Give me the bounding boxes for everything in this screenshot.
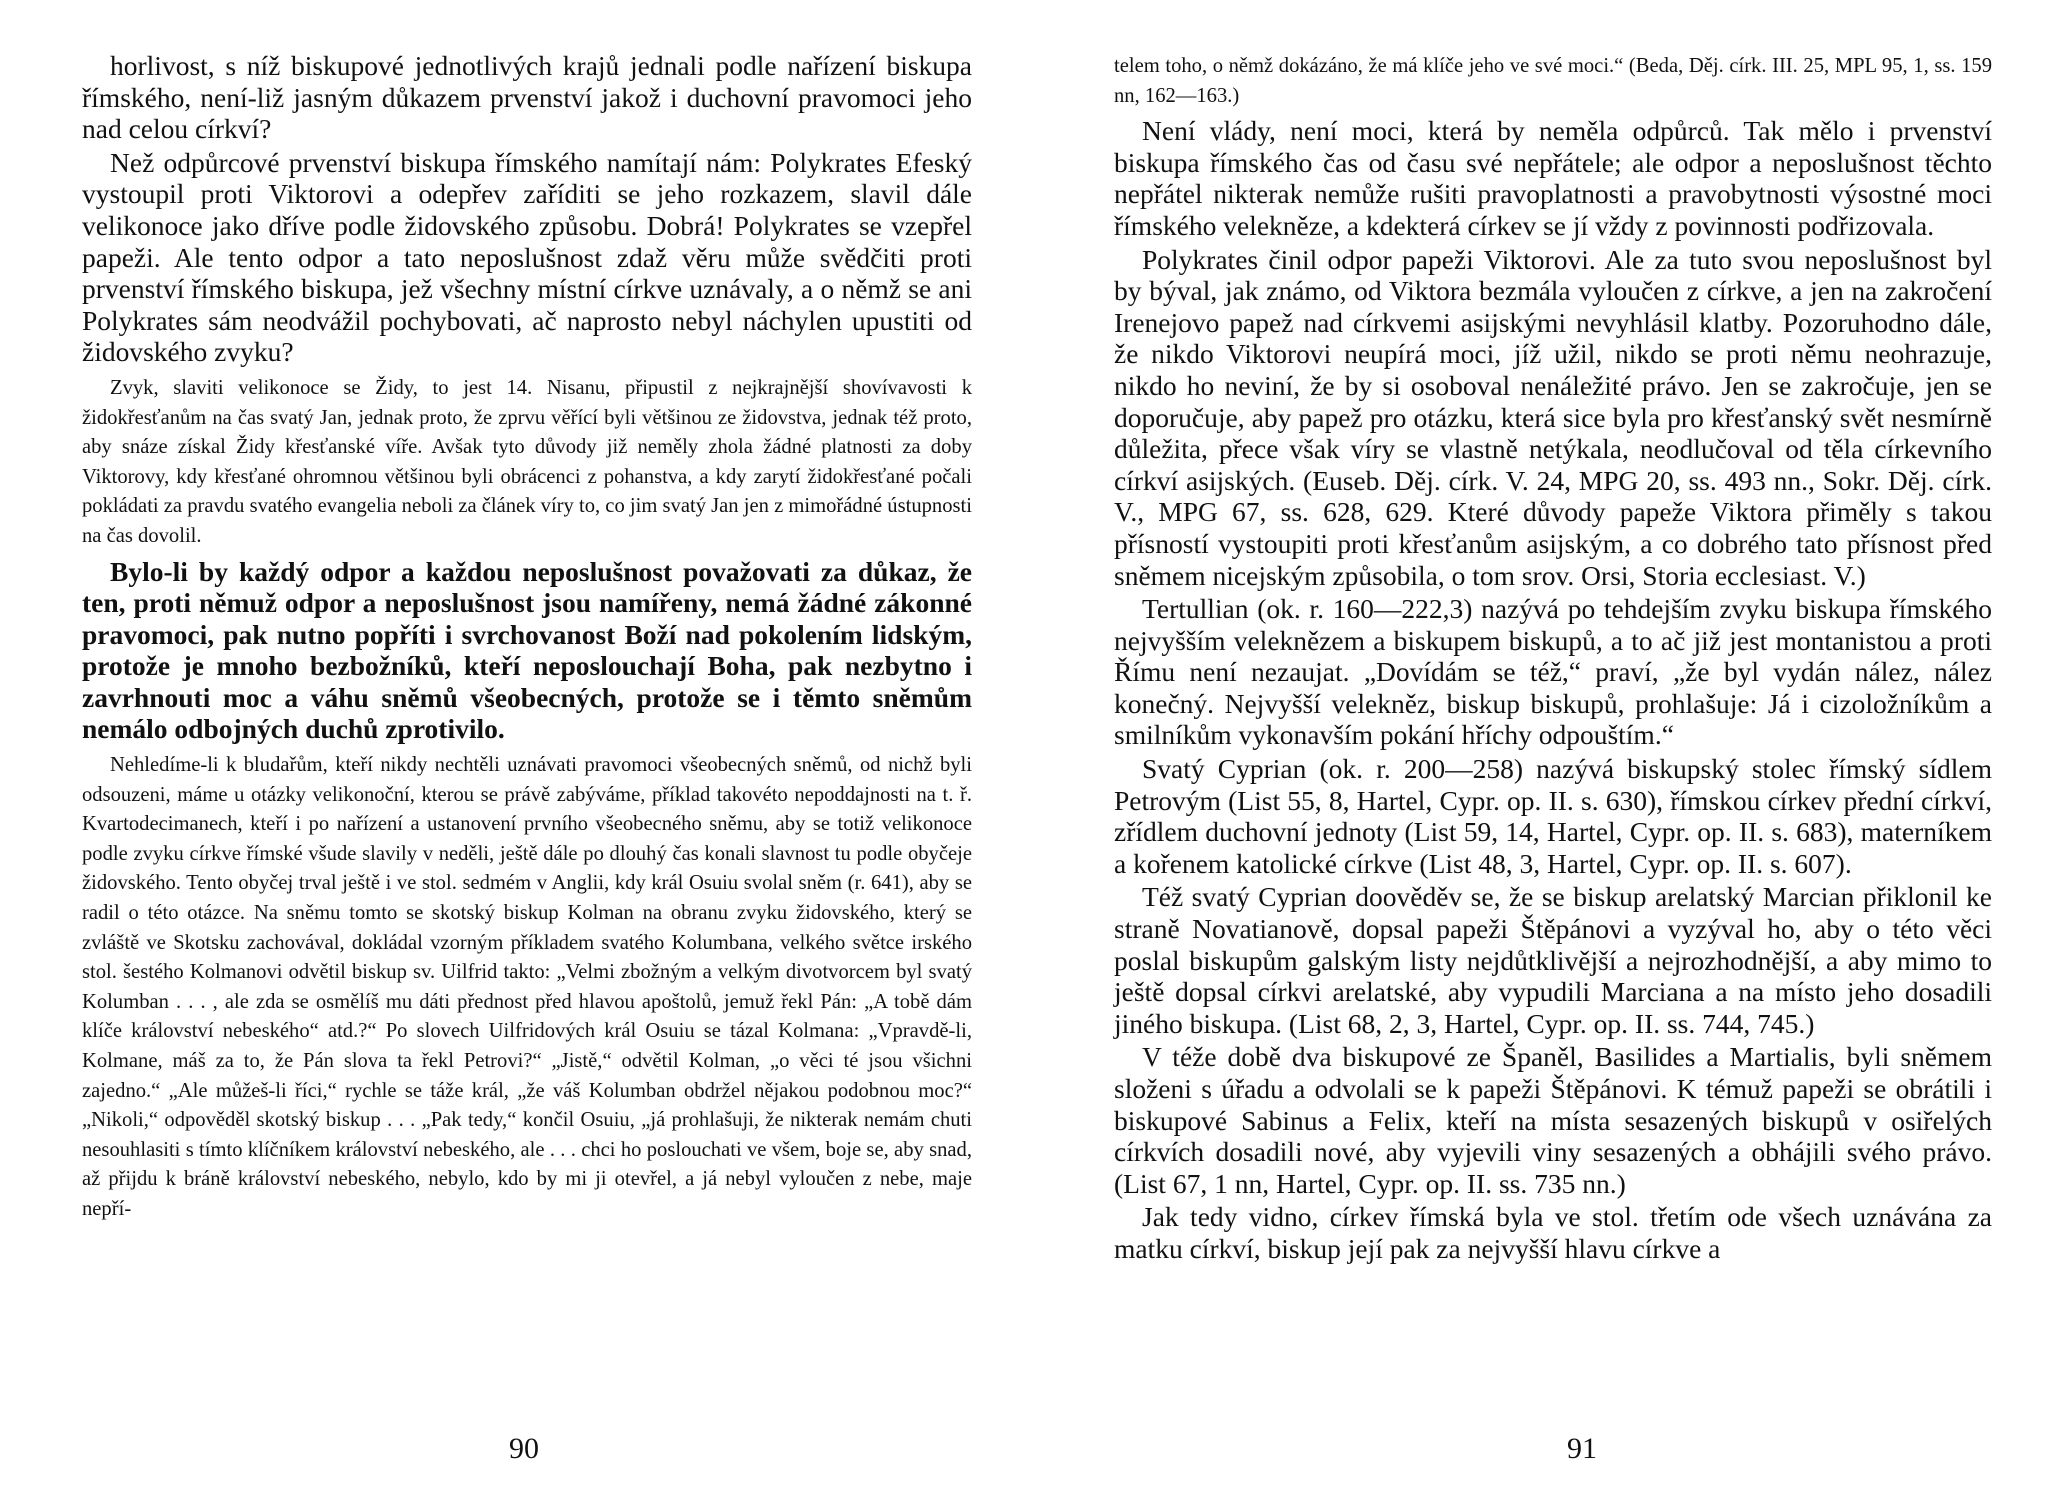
paragraph: Svatý Cyprian (ok. r. 200—258) nazývá biskupský stolec římský sídlem Petrovým (List 55, 8, Hartel, Cypr. op. II. s. 630), římskou církev přední církví, zřídlem duchovní jednoty (List 59, 14, Hartel, Cypr. op. II. s. 683), materníkem a kořenem katolické církve (List 48, 3, Hartel, Cypr. op. II. s. 607). [1114, 753, 1992, 879]
page-number: 91 [1567, 1432, 1597, 1465]
paragraph: Není vlády, není moci, která by neměla odpůrců. Tak mělo i prvenství biskupa římského čas od času své nepřátele; ale odpor a neposlušnost těchto nepřátel nikterak nemůže rušiti pravoplatnosti a pravobytnosti výsostné moci římského velekněze, a kdekterá církev se jí vždy z povinnosti podřizovala. [1114, 115, 1992, 241]
paragraph: horlivost, s níž biskupové jednotlivých krajů jednali podle nařízení biskupa římského, není-liž jasným důkazem prvenství jakož i duchovní pravomoci jeho nad celou církví? [82, 50, 972, 145]
right-page [1036, 0, 2072, 1500]
paragraph: Tertullian (ok. r. 160—222,3) nazývá po tehdejším zvyku biskupa římského nejvyšším veleknězem a biskupem biskupů, a to ač již jest montanistou a proti Římu není nezaujat. „Dovídám se též,“ praví, „že byl vydán nález, nález konečný. Nejvyšší velekněz, biskup biskupů, prohlašuje: Já i cizoložníkům a smilníkům vykonavším pokání hříchy odpouštím.“ [1114, 593, 1992, 751]
bold-paragraph: Bylo-li by každý odpor a každou neposlušnost považovati za důkaz, že ten, proti němuž odpor a neposlušnost jsou namířeny, nemá žádné zákonné pravomoci, pak nutno popříti i svrchovanost Boží nad pokolením lidským, protože je mnoho bezbožníků, kteří neposlouchají Boha, pak nezbytno i zavrhnouti moc a váhu sněmů všeobecných, protože se i těmto sněmům nemálo odbojných duchů zprotivilo. [82, 555, 972, 745]
paragraph: Též svatý Cyprian doověděv se, že se biskup arelatský Marcian přiklonil ke straně Novatianově, dopsal papeži Štěpánovi a vyzýval ho, aby o této věci poslal biskupům galským listy nejdůtklivější a nejrozhodnější, a aby mimo to ještě dopsal církvi arelatské, aby vypudili Marciana a na místo jeho dosadili jiného biskupa. (List 68, 2, 3, Hartel, Cypr. op. II. ss. 744, 745.) [1114, 881, 1992, 1039]
right-page-text [1114, 52, 1992, 1265]
footnote-paragraph: Nehledíme-li k bludařům, kteří nikdy nechtěli uznávati pravomoci všeobecných sněmů, od nichž byli odsouzeni, máme u otázky velikonoční, kterou se právě zabýváme, příklad takovéto nepoddajnosti na t. ř. Kvartodecimanech, kteří i po nařízení a ustanovení prvního všeobecného sněmu, aby se totiž velikonoce podle zvyku církve římské všude slavily v neděli, ještě dále po dlouhý čas konali slavnost tu podle obyčeje židovského. Tento obyčej trval ještě i ve stol. sedmém v Anglii, kdy král Osuiu svolal sněm (r. 641), aby se radil o této otázce. Na sněmu tomto se skotský biskup Kolman na obranu zvyku židovského, který se zvláště ve Skotsku zachovával, dokládal vzorným příkladem svatého Kolumbana, velkého světce irského stol. šestého Kolmanovi odvětil biskup sv. Uilfrid takto: „Velmi zbožným a velkým divotvorcem byl svatý Kolumban . . . , ale zda se osmělíš mu dáti přednost před hlavou apoštolů, jemuž řekl Pán: „A tobě dám klíče království nebeského“ atd.?“ Po slovech Uilfridových král Osuiu se tázal Kolmana: „Vpravdě-li, Kolmane, máš za to, že Pán slova ta řekl Petrovi?“ „Jistě,“ odvětil Kolman, „o věci té jsou všichni zajedno.“ „Ale můžeš-li říci,“ rychle se táže král, „že váš Kolumban obdržel nějakou podobnou moc?“ „Nikoli,“ odpověděl skotský biskup . . . „Pak tedy,“ končil Osuiu, „já prohlašuji, že nikterak nemám chuti nesouhlasiti s tímto klíčníkem království nebeského, ale . . . chci ho poslouchati ve všem, boje se, aby snad, až přijdu k bráně království nebeského, nebylo, kdo by mi ji otevřel, a já nebyl vyloučen z nebe, maje nepří- [82, 754, 972, 1220]
page-number: 90 [509, 1432, 539, 1465]
footnote-continuation: telem toho, o němž dokázáno, že má klíče jeho ve své moci.“ (Beda, Děj. círk. III. 25, MPL 95, 1, ss. 159 nn, 162—163.) [1114, 55, 1992, 107]
paragraph: Jak tedy vidno, církev římská byla ve stol. třetím ode všech uznávána za matku církví, biskup její pak za nejvyšší hlavu církve a [1114, 1201, 1992, 1264]
paragraph: Než odpůrcové prvenství biskupa římského namítají nám: Polykrates Efeský vystoupil proti Viktorovi a odepřev zaříditi se jeho rozkazem, slavil dále velikonoce jako dříve podle židovského způsobu. Dobrá! Polykrates se vzepřel papeži. Ale tento odpor a tato neposlušnost zdaž věru může svědčiti proti prvenství římského biskupa, jež všechny místní církve uznávaly, a o němž se ani Polykrates sám neodvážil pochybovati, ač naprosto nebyl náchylen upustiti od židovského zvyku? [82, 146, 972, 368]
footnote-paragraph: Zvyk, slaviti velikonoce se Židy, to jest 14. Nisanu, připustil z nejkrajnější shovívavosti k židokřesťanům na čas svatý Jan, jednak proto, že zprvu věřící byli většinou ze židovstva, jednak též proto, aby snáze získal Židy křesťanské víře. Avšak tyto důvody již neměly zhola žádné platnosti za doby Viktorovy, kdy křesťané ohromnou většinou byli obrácenci z pohanstva, a kdy zarytí židokřesťané počali pokládati za pravdu svatého evangelia neboli za článek víry to, co jim svatý Jan jen z mimořádné ústupnosti na čas dovolil. [82, 376, 972, 547]
left-page-text [82, 50, 972, 1229]
paragraph: V téže době dva biskupové ze Španěl, Basilides a Martialis, byli sněmem složeni s úřadu a odvolali se k papeži Štěpánovi. K témuž papeži se obrátili i biskupové Sabinus a Felix, kteří na místa sesazených biskupů v osiřelých církvích dosadili nové, aby vyjevili viny sesazených a obhájili svého právo. (List 67, 1 nn, Hartel, Cypr. op. II. ss. 735 nn.) [1114, 1041, 1992, 1199]
paragraph: Polykrates činil odpor papeži Viktorovi. Ale za tuto svou neposlušnost byl by býval, jak známo, od Viktora bezmála vyloučen z církve, a jen na zakročení Irenejovo papež nad církvemi asijskými nevyhlásil klatby. Pozoruhodno dále, že nikdo Viktorovi neupírá moci, jíž užil, nikdo se proti němu neohrazuje, nikdo ho neviní, že by si osoboval nenáležité právo. Jen se zakročuje, jen se doporučuje, aby papež pro otázku, která sice byla pro křesťanský svět nesmírně důležita, přece však víry se vlastně netýkala, neodlučoval od těla církevního církví asijských. (Euseb. Děj. círk. V. 24, MPG 20, ss. 493 nn., Sokr. Děj. círk. V., MPG 67, ss. 628, 629. Které důvody papeže Viktora přiměly s takou přísností vystoupiti proti křesťanům asijským, a co dobrého tato přísnost před sněmem nicejským způsobila, o tom srov. Orsi, Storia ecclesiast. V.) [1114, 243, 1992, 591]
